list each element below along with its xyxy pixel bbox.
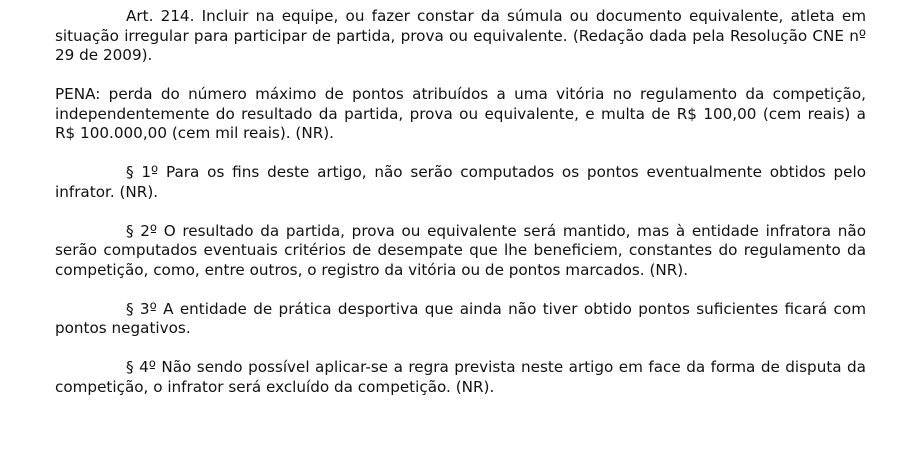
document-page [55, 7, 866, 397]
section-4-paragraph: § 4º Não sendo possível aplicar-se a regra prevista neste artigo em face da forma de disputa da competição, o infrator será excluído da competição. (NR). [55, 358, 866, 396]
penalty-paragraph: PENA: perda do número máximo de pontos atribuídos a uma vitória no regulamento da competição, independentemente do resultado da partida, prova ou equivalente, e multa de R$ 100,00 (cem reais) a R$ 100.000,00 (cem mil reais). (NR). [55, 85, 866, 142]
section-2-paragraph: § 2º O resultado da partida, prova ou equivalente será mantido, mas à entidade infratora não serão computados eventuais critérios de desempate que lhe beneficiem, constantes do regulamento da competição, como, entre outros, o registro da vitória ou de pontos marcados. (NR). [55, 221, 866, 279]
article-214-paragraph: Art. 214. Incluir na equipe, ou fazer constar da súmula ou documento equivalente, atleta em situação irregular para participar de partida, prova ou equivalente. (Redação dada pela Resolução CNE nº 29 de 2009). [55, 7, 866, 64]
section-1-paragraph: § 1º Para os fins deste artigo, não serão computados os pontos eventualmente obtidos pelo infrator. (NR). [55, 163, 866, 201]
section-3-paragraph: § 3º A entidade de prática desportiva que ainda não tiver obtido pontos suficientes ficará com pontos negativos. [55, 299, 866, 337]
